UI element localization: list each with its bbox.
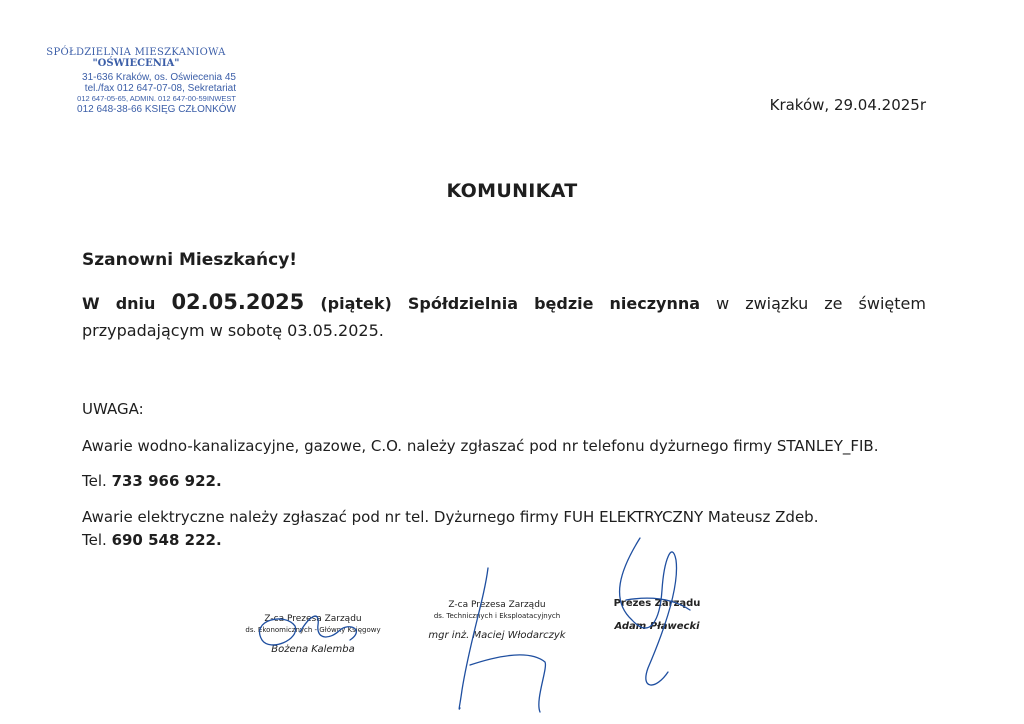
water-gas-text: Awarie wodno-kanalizacyjne, gazowe, C.O. należy zgłaszać pod nr telefonu dyżurnego firmy STANLEY_FIB. (82, 437, 879, 455)
electric-text: Awarie elektryczne należy zgłaszać pod nr tel. Dyżurnego firmy FUH ELEKTRYCZNY Mateusz Zdeb. (82, 508, 819, 526)
water-gas-phone (82, 472, 222, 490)
notice-dniu: dniu (115, 294, 156, 313)
notice-swietem: świętem (858, 294, 926, 313)
notice-bedzie: będzie (534, 294, 594, 313)
signature-role-detail: ds. Ekonomicznych - Główny Księgowy (245, 626, 381, 634)
notice-day: (piątek) (320, 294, 392, 313)
tel-label: Tel. (82, 472, 107, 490)
tel-number: 690 548 222. (111, 531, 222, 549)
signature-role: Prezes Zarządu (613, 598, 701, 609)
signature-role: Z-ca Prezesa Zarządu (264, 614, 362, 624)
signature-block-accountant (238, 614, 388, 655)
signatory-name: mgr inż. Maciej Włodarczyk (428, 630, 566, 641)
signature-role-detail: ds. Technicznych i Eksploatacyjnych (433, 612, 561, 620)
notice-status: nieczynna (609, 294, 701, 313)
notice-line-1 (82, 289, 926, 317)
letterhead-stamp (36, 47, 236, 115)
signatory-name: Bożena Kalemba (271, 644, 355, 655)
document-title: KOMUNIKAT (446, 180, 578, 202)
stamp-phones-members: 012 648-38-66 KSIĘG CZŁONKÓW (77, 104, 236, 115)
document-date: Kraków, 29.04.2025r (769, 96, 926, 114)
stamp-phones-admin: 012 647-05-65, ADMIN. 012 647-00-59INWEST (77, 94, 236, 103)
notice-zwiazku: związku (745, 294, 809, 313)
stamp-address: 31-636 Kraków, os. Oświecenia 45 (82, 72, 236, 83)
notice-paragraph (82, 289, 926, 344)
electric-phone (82, 531, 222, 549)
signatory-name: Adam Pławecki (614, 621, 700, 632)
stamp-organization: SPÓŁDZIELNIA MIESZKANIOWA (46, 47, 226, 58)
stamp-name: "OŚWIECENIA" (92, 58, 180, 69)
signature-block-technical (412, 600, 582, 641)
notice-ze: ze (824, 294, 843, 313)
uwaga-label: UWAGA: (82, 400, 144, 418)
tel-number: 733 966 922. (111, 472, 222, 490)
notice-line-2: przypadającym w sobotę 03.05.2025. (82, 321, 384, 340)
tel-label: Tel. (82, 531, 107, 549)
notice-w: W (82, 294, 100, 313)
signature-block-president (592, 598, 722, 632)
notice-subject: Spółdzielnia (407, 294, 519, 313)
notice-date: 02.05.2025 (171, 290, 305, 314)
greeting: Szanowni Mieszkańcy! (82, 250, 298, 270)
notice-w2: w (716, 294, 730, 313)
stamp-tel-fax: tel./fax 012 647-07-08, Sekretariat (84, 83, 236, 94)
signature-role: Z-ca Prezesa Zarządu (448, 600, 546, 610)
